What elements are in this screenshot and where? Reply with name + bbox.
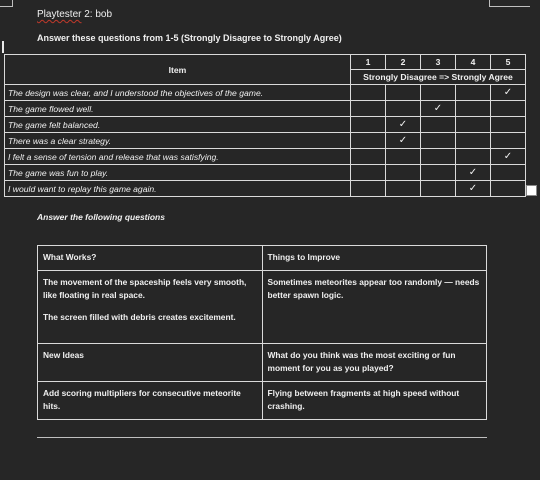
scale-1: 1 xyxy=(351,55,386,70)
rating-cell-1[interactable] xyxy=(351,181,386,197)
checkmark-icon: ✓ xyxy=(503,151,513,162)
rating-cell-4[interactable] xyxy=(456,165,491,181)
checkmark-icon: ✓ xyxy=(398,119,408,130)
rating-cell-5[interactable] xyxy=(491,133,526,149)
rating-cell-1[interactable] xyxy=(351,101,386,117)
rating-cell-1[interactable] xyxy=(351,117,386,133)
rating-cell-2[interactable] xyxy=(386,85,421,101)
bottom-rule xyxy=(37,437,487,438)
rating-cell-5[interactable] xyxy=(491,101,526,117)
rating-item-text[interactable]: I would want to replay this game again. xyxy=(5,181,351,197)
rating-cell-5[interactable] xyxy=(491,149,526,165)
scale-label: Strongly Disagree => Strongly Agree xyxy=(351,70,526,85)
checkmark-icon: ✓ xyxy=(433,103,443,114)
item-header: Item xyxy=(5,55,351,85)
rating-cell-2[interactable] xyxy=(386,165,421,181)
what-works-answer-2: The screen filled with debris creates excitement. xyxy=(43,311,236,322)
rating-cell-3[interactable] xyxy=(421,101,456,117)
improve-answer-1: Sometimes meteorites appear too randomly — needs better spawn logic. xyxy=(267,276,480,300)
scale-5: 5 xyxy=(491,55,526,70)
improve-label[interactable]: Things to Improve xyxy=(262,246,487,271)
scale-2: 2 xyxy=(386,55,421,70)
crop-mark-top-right xyxy=(489,0,530,7)
rating-cell-5[interactable] xyxy=(491,85,526,101)
rating-row xyxy=(5,165,526,181)
improve-answer[interactable] xyxy=(262,270,487,343)
rating-cell-2[interactable] xyxy=(386,117,421,133)
rating-cell-1[interactable] xyxy=(351,85,386,101)
rating-row xyxy=(5,117,526,133)
rating-cell-3[interactable] xyxy=(421,133,456,149)
title-prefix: Playtester xyxy=(37,9,82,20)
rating-cell-3[interactable] xyxy=(421,85,456,101)
rating-cell-5[interactable] xyxy=(491,117,526,133)
rating-cell-3[interactable] xyxy=(421,117,456,133)
new-ideas-answer[interactable]: Add scoring multipliers for consecutive meteorite hits. xyxy=(38,381,263,419)
rating-cell-1[interactable] xyxy=(351,133,386,149)
rating-row xyxy=(5,101,526,117)
rating-cell-3[interactable] xyxy=(421,149,456,165)
title-rest: 2: bob xyxy=(81,9,113,20)
checkmark-icon: ✓ xyxy=(468,167,478,178)
rating-item-text[interactable]: The game was fun to play. xyxy=(5,165,351,181)
rating-cell-3[interactable] xyxy=(421,165,456,181)
rating-cell-5[interactable] xyxy=(491,181,526,197)
what-works-label[interactable]: What Works? xyxy=(38,246,263,271)
rating-cell-1[interactable] xyxy=(351,165,386,181)
rating-item-text[interactable]: There was a clear strategy. xyxy=(5,133,351,149)
rating-row xyxy=(5,181,526,197)
rating-cell-3[interactable] xyxy=(421,181,456,197)
table-resize-handle[interactable] xyxy=(526,185,537,196)
rating-cell-2[interactable] xyxy=(386,101,421,117)
rating-row xyxy=(5,85,526,101)
rating-item-text[interactable]: I felt a sense of tension and release that was satisfying. xyxy=(5,149,351,165)
rating-cell-5[interactable] xyxy=(491,165,526,181)
questions-table xyxy=(37,245,487,420)
instructions: Answer these questions from 1-5 (Strongly Disagree to Strongly Agree) xyxy=(37,33,342,43)
rating-cell-4[interactable] xyxy=(456,85,491,101)
rating-cell-4[interactable] xyxy=(456,117,491,133)
rating-cell-4[interactable] xyxy=(456,101,491,117)
rating-cell-2[interactable] xyxy=(386,133,421,149)
rating-cell-4[interactable] xyxy=(456,133,491,149)
scale-4: 4 xyxy=(456,55,491,70)
rating-item-text[interactable]: The design was clear, and I understood the objectives of the game. xyxy=(5,85,351,101)
rating-cell-2[interactable] xyxy=(386,181,421,197)
rating-row xyxy=(5,149,526,165)
questions-heading: Answer the following questions xyxy=(37,212,165,222)
exciting-answer[interactable]: Flying between fragments at high speed without crashing. xyxy=(262,381,487,419)
rating-cell-2[interactable] xyxy=(386,149,421,165)
rating-item-text[interactable]: The game felt balanced. xyxy=(5,117,351,133)
rating-cell-4[interactable] xyxy=(456,181,491,197)
exciting-label[interactable]: What do you think was the most exciting or fun moment for you as you played? xyxy=(262,343,487,381)
new-ideas-label[interactable]: New Ideas xyxy=(38,343,263,381)
crop-mark-top-left xyxy=(0,0,13,7)
rating-cell-1[interactable] xyxy=(351,149,386,165)
rating-item-text[interactable]: The game flowed well. xyxy=(5,101,351,117)
what-works-answer-1: The movement of the spaceship feels very smooth, like floating in real space. xyxy=(43,276,247,300)
rating-table xyxy=(4,54,526,197)
rating-row xyxy=(5,133,526,149)
what-works-answer[interactable] xyxy=(38,270,263,343)
rating-cell-4[interactable] xyxy=(456,149,491,165)
playtester-title[interactable] xyxy=(37,9,112,20)
text-cursor xyxy=(2,41,4,53)
scale-3: 3 xyxy=(421,55,456,70)
checkmark-icon: ✓ xyxy=(503,87,513,98)
checkmark-icon: ✓ xyxy=(468,183,478,194)
checkmark-icon: ✓ xyxy=(398,135,408,146)
